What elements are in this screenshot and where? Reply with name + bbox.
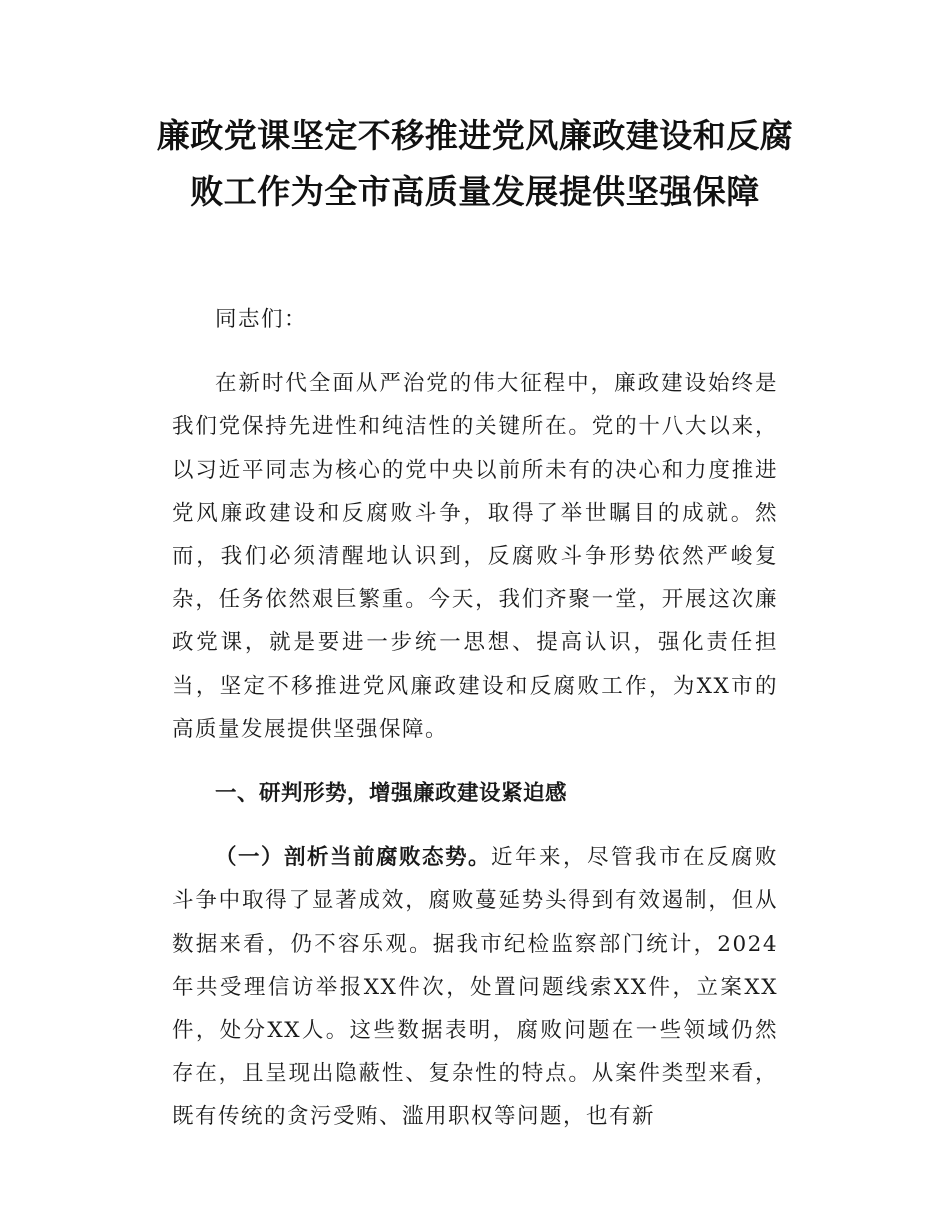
title-line-1: 廉政党课坚定不移推进党风廉政建设和反腐 [156,116,794,155]
title-line-2: 败工作为全市高质量发展提供坚强保障 [190,172,760,211]
document-body [172,298,778,1139]
intro-paragraph: 在新时代全面从严治党的伟大征程中，廉政建设始终是我们党保持先进性和纯洁性的关键所在。党的十八大以来，以习近平同志为核心的党中央以前所未有的决心和力度推进党风廉政建设和反腐败斗争，取得了举世瞩目的成就。然而，我们必须清醒地认识到，反腐败斗争形势依然严峻复杂，任务依然艰巨繁重。今天，我们齐聚一堂，开展这次廉政党课，就是要进一步统一思想、提高认识，强化责任担当，坚定不移推进党风廉政建设和反腐败工作，为XX市的高质量发展提供坚强保障。 [172,371,778,742]
document-title [120,108,830,220]
section-1-sub-heading: （一）剖析当前腐败态势。 [215,845,491,871]
greeting: 同志们： [215,307,308,332]
section-1-sub-text: 近年来，尽管我市在反腐败斗争中取得了显著成效，腐败蔓延势头得到有效遏制，但从数据来看，仍不容乐观。据我市纪检监察部门统计，2024年共受理信访举报XX件次，处置问题线索XX件，立案XX件，处分XX人。这些数据表明，腐败问题在一些领域仍然存在，且呈现出隐蔽性、复杂性的特点。从案件类型来看，既有传统的贪污受贿、滥用职权等问题，也有新 [172,845,778,1130]
section-1-heading: 一、研判形势，增强廉政建设紧迫感 [215,781,568,807]
section-1-paragraph [172,836,778,1138]
